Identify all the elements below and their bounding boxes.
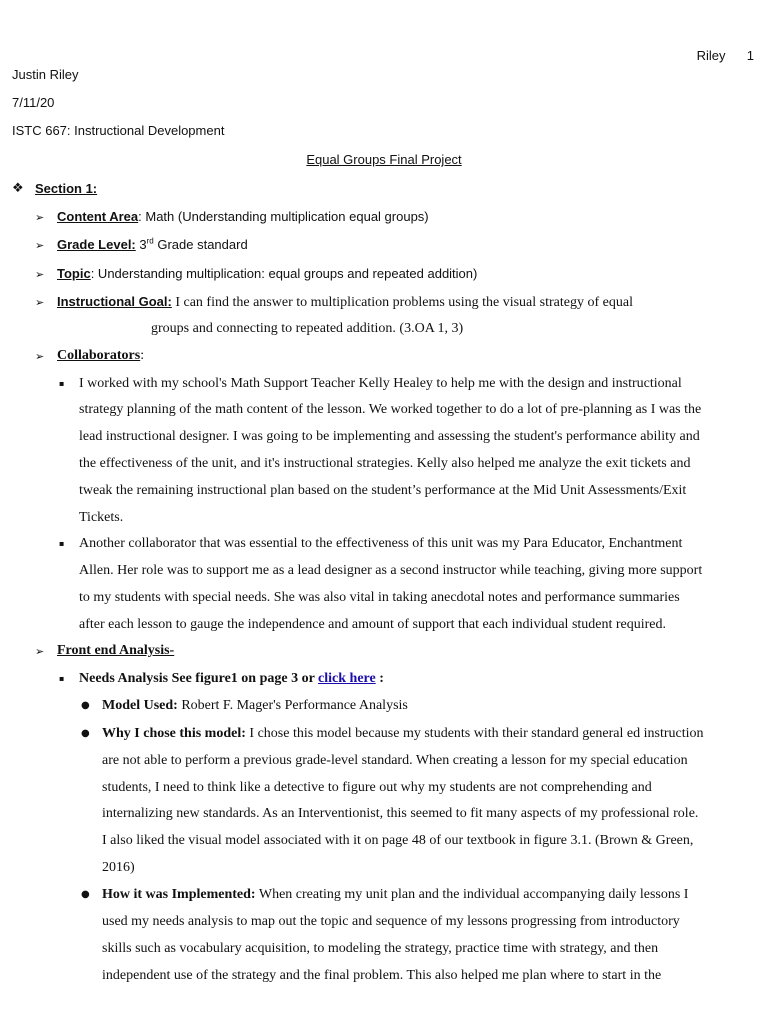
grade-level-suffix: rd [146,236,154,246]
content-area-item [57,209,429,224]
instructional-goal-item [57,294,633,311]
how-implemented-item [102,887,688,903]
content-area-label: Content Area [57,209,139,224]
running-head-name: Riley [696,48,726,63]
how-implemented-line-1: When creating my unit plan and the individual accompanying daily lessons I [255,887,689,902]
instructional-goal-line-1: I can find the answer to multiplication problems using the visual strategy of equal [171,295,633,310]
collaborator-2-line-1: Another collaborator that was essential to the effectiveness of this unit was my Para Educator, Enchantment [79,536,683,551]
collaborator-1-line-6: Tickets. [79,510,124,525]
model-used-value: Robert F. Mager's Performance Analysis [177,698,408,713]
collaborator-2-line-4: after each lesson to gauge the independence and amount of support that each individual student required. [79,617,667,632]
how-implemented-line-2: used my needs analysis to map out the topic and sequence of my lessons progressing from introductory [102,914,680,929]
needs-analysis-text: Needs Analysis See figure1 on page 3 or [79,671,319,686]
arrow-bullet-icon: ➢ [35,268,45,281]
topic-item [57,266,477,281]
front-end-analysis-heading: Front end Analysis- [57,643,175,658]
why-model-line-6: 2016) [102,860,135,875]
collaborator-2-line-2: Allen. Her role was to support me as a lead designer as a second instructor while teaching, giving more support [79,563,703,578]
model-used-item [102,698,408,714]
round-bullet-icon: ● [81,728,90,739]
round-bullet-icon: ● [81,889,90,900]
arrow-bullet-icon: ➢ [35,211,45,224]
collaborator-1-line-3: lead instructional designer. I was going to be implementing and assessing the student's performance ability and [79,429,700,444]
page-number: 1 [746,48,754,63]
needs-analysis-suffix: : [375,671,384,686]
instructional-goal-label: Instructional Goal: [57,294,172,309]
topic-label: Topic [57,266,91,281]
date: 7/11/20 [12,95,55,110]
model-used-label: Model Used: [102,698,178,713]
diamond-bullet-icon: ❖ [12,181,24,196]
why-model-line-3: students, I need to think like a detective to figure out why my students are not comprehending and [102,780,652,795]
grade-level-rest: Grade standard [153,237,248,252]
how-implemented-line-3: skills such as vocabulary acquisition, to modeling the strategy, practice time with strategy, and then [102,941,659,956]
why-model-item [102,726,704,742]
topic-value: : Understanding multiplication: equal groups and repeated addition) [90,266,478,281]
collaborator-1-line-1: I worked with my school's Math Support Teacher Kelly Healey to help me with the design and instructional [79,376,682,391]
square-bullet-icon: ▪ [59,674,65,683]
why-model-line-5: I also liked the visual model associated with it on page 48 of our textbook in figure 3.1. (Brown & Green, [102,833,694,848]
needs-analysis-item [79,671,384,687]
why-model-line-4: internalizing new standards. As an Interventionist, this seemed to fit many aspects of my professional role. [102,806,699,821]
running-head [697,48,754,63]
square-bullet-icon: ▪ [59,379,65,388]
collaborator-1-line-4: the effectiveness of the unit, and it's instructional strategies. Kelly also helped me analyze the exit tickets and [79,456,691,471]
square-bullet-icon: ▪ [59,539,65,548]
grade-level-number: 3 [135,237,147,252]
collaborator-1-line-2: strategy planning of the math content of the lesson. We worked together to do a lot of pre-planning as I was the [79,402,702,417]
collaborators-colon: : [140,348,145,363]
click-here-link[interactable]: click here [318,671,376,686]
arrow-bullet-icon: ➢ [35,296,45,309]
grade-level-label: Grade Level: [57,237,136,252]
course-name: ISTC 667: Instructional Development [12,123,225,138]
content-area-value: : Math (Understanding multiplication equal groups) [138,209,429,224]
arrow-bullet-icon: ➢ [35,350,45,363]
round-bullet-icon: ● [81,700,90,711]
collaborators-label: Collaborators [57,348,141,363]
how-implemented-label: How it was Implemented: [102,887,256,902]
why-model-label: Why I chose this model: [102,726,246,741]
arrow-bullet-icon: ➢ [35,645,45,658]
arrow-bullet-icon: ➢ [35,239,45,252]
author-name: Justin Riley [12,67,79,82]
collaborator-1-line-5: tweak the remaining instructional plan based on the student’s performance at the Mid Unit Assessments/Exit [79,483,687,498]
instructional-goal-line-2: groups and connecting to repeated addition. (3.OA 1, 3) [151,321,464,336]
section-1-heading: Section 1: [35,181,98,196]
how-implemented-line-4: independent use of the strategy and the final problem. This also helped me plan where to start in the [102,968,662,983]
grade-level-item [57,237,248,252]
collaborators-item [57,348,144,364]
why-model-line-2: are not able to perform a previous grade-level standard. When creating a lesson for my special education [102,753,688,768]
collaborator-2-line-3: to my students with special needs. She was also vital in taking anecdotal notes and performance summaries [79,590,680,605]
why-model-line-1: I chose this model because my students with their standard general ed instruction [245,726,704,741]
document-title: Equal Groups Final Project [306,152,462,167]
